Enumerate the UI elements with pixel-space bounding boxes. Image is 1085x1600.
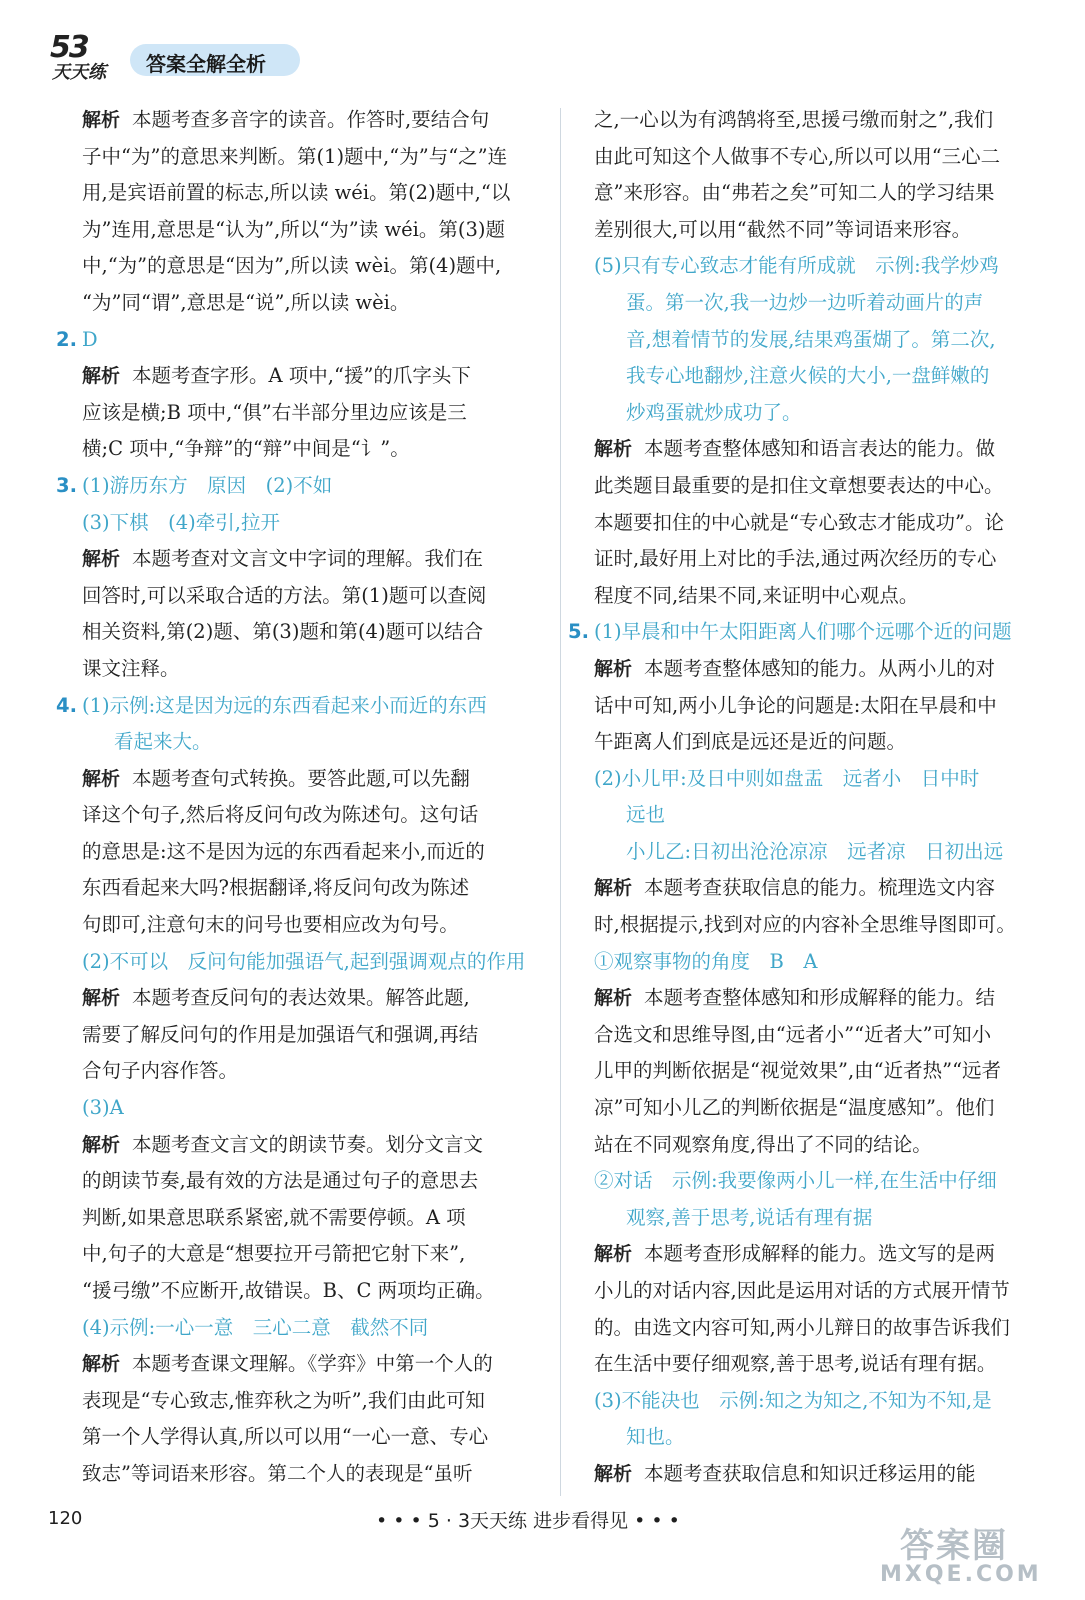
explanation-text: 由此可知这个人做事不专心,所以可以用“三心二: [594, 144, 1001, 168]
explanation-text: 用,是宾语前置的标志,所以读 wéi。第(2)题中,“以: [82, 181, 511, 205]
explanation-text: 的。由选文内容可知,两小儿辩日的故事告诉我们: [594, 1315, 1010, 1339]
text-line: [82, 797, 534, 834]
explanation-text: 儿甲的判断依据是“视觉效果”,由“近者热”“远者: [594, 1059, 1002, 1083]
explanation-text: 本题考查整体感知和形成解释的能力。结: [644, 986, 996, 1010]
analysis-label: 解析: [82, 767, 121, 790]
analysis-label: 解析: [82, 1353, 121, 1376]
text-line: [82, 102, 534, 139]
text-line: [594, 578, 1052, 615]
text-line: [594, 797, 1052, 834]
right-column: [568, 102, 1052, 1493]
text-line: [82, 614, 534, 651]
explanation-text: 凉”可知小儿乙的判断依据是“温度感知”。他们: [594, 1096, 995, 1120]
page-header: [48, 32, 348, 88]
answer-text: (1)早晨和中午太阳距离人们哪个远哪个近的问题: [594, 620, 1012, 644]
text-line: [594, 761, 1052, 798]
analysis-label: 解析: [82, 548, 121, 571]
text-line: [594, 688, 1052, 725]
explanation-text: 本题考查形成解释的能力。选文写的是两: [644, 1242, 996, 1266]
text-line: [82, 870, 534, 907]
explanation-text: 子中“为”的意思来判断。第(1)题中,“为”与“之”连: [82, 144, 508, 168]
text-line: [82, 139, 534, 176]
text-line: [594, 1419, 1052, 1456]
explanation-text: 东西看起来大吗?根据翻译,将反问句改为陈述: [82, 876, 470, 900]
text-line: [594, 651, 1052, 688]
answer-text: 看起来大。: [114, 730, 212, 754]
watermark-text: 答案圈: [900, 1526, 1008, 1566]
left-column: [56, 102, 534, 1493]
brand-logo: [48, 32, 130, 84]
text-line: [594, 1273, 1052, 1310]
answer-text: 观察,善于思考,说话有理有据: [626, 1205, 873, 1229]
text-line: [594, 285, 1052, 322]
explanation-text: “援弓缴”不应断开,故错误。B、C 两项均正确。: [82, 1279, 495, 1302]
text-line: [594, 1200, 1052, 1237]
text-line: [82, 651, 534, 688]
text-line: [82, 358, 534, 395]
text-line: [82, 1053, 534, 1090]
explanation-text: 话中可知,两小儿争论的问题是:太阳在早晨和中: [594, 693, 997, 717]
answer-text: (4)示例:一心一意 三心二意 截然不同: [82, 1315, 429, 1339]
text-line: [82, 1383, 534, 1420]
explanation-text: 的朗读节奏,最有效的方法是通过句子的意思去: [82, 1169, 479, 1193]
text-line: [594, 1053, 1052, 1090]
explanation-text: 时,根据提示,找到对应的内容补全思维导图即可。: [594, 913, 1016, 937]
text-line: [82, 1163, 534, 1200]
text-line: [82, 175, 534, 212]
section-banner: [130, 44, 300, 76]
watermark-url: MXQE.COM: [880, 1562, 1042, 1587]
explanation-text: 回答时,可以采取合适的方法。第(1)题可以查阅: [82, 583, 487, 607]
text-line: [82, 395, 534, 432]
explanation-text: 中,“为”的意思是“因为”,所以读 wèi。第(4)题中,: [82, 254, 502, 278]
text-line: [594, 1456, 1052, 1493]
answer-text: 蛋。第一次,我一边炒一边听着动画片的声: [626, 290, 984, 314]
explanation-text: 中,句子的大意是“想要拉开弓箭把它射下来”,: [82, 1242, 466, 1266]
explanation-text: 差别很大,可以用“截然不同”等词语来形容。: [594, 217, 972, 241]
explanation-text: 表现是“专心致志,惟弈秋之为听”,我们由此可知: [82, 1388, 485, 1412]
text-line: [594, 541, 1052, 578]
watermark-logo: [880, 1522, 1070, 1592]
analysis-label: 解析: [594, 438, 633, 461]
explanation-text: 合句子内容作答。: [82, 1059, 239, 1083]
explanation-text: 应该是横;B 项中,“俱”右半部分里边应该是三: [82, 400, 467, 424]
question-number: 2.: [56, 327, 77, 351]
text-line: [82, 834, 534, 871]
explanation-text: 本题考查获取信息的能力。梳理选文内容: [644, 876, 996, 900]
explanation-text: 本题考查反问句的表达效果。解答此题,: [132, 986, 470, 1010]
explanation-text: 本题考查获取信息和知识迁移运用的能: [644, 1461, 976, 1485]
explanation-text: 意”来形容。由“弗若之矣”可知二人的学习结果: [594, 181, 995, 205]
text-line: [594, 1310, 1052, 1347]
explanation-text: 合选文和思维导图,由“远者小”“近者大”可知小: [594, 1022, 992, 1046]
text-line: [594, 1383, 1052, 1420]
answer-text: 我专心地翻炒,注意火候的大小,一盘鲜嫩的: [626, 364, 990, 388]
analysis-label: 解析: [594, 1462, 633, 1485]
explanation-text: 本题考查整体感知和语言表达的能力。做: [644, 437, 996, 461]
analysis-label: 解析: [82, 109, 121, 131]
text-line: [594, 102, 1052, 139]
text-line: [82, 1236, 534, 1273]
explanation-text: 相关资料,第(2)题、第(3)题和第(4)题可以结合: [82, 620, 484, 644]
text-line: [568, 614, 1052, 651]
answer-text: 远也: [626, 803, 666, 827]
text-line: [594, 505, 1052, 542]
text-line: [594, 1346, 1052, 1383]
text-line: [82, 1310, 534, 1347]
text-line: [82, 541, 534, 578]
answer-text: (3)下棋 (4)牵引,拉开: [82, 510, 280, 534]
text-line: [594, 1090, 1052, 1127]
text-line: [82, 1419, 534, 1456]
text-line: [594, 248, 1052, 285]
text-line: [594, 358, 1052, 395]
explanation-text: 本题要扣住的中心就是“专心致志才能成功”。论: [594, 510, 1004, 534]
text-line: [82, 248, 534, 285]
text-line: [82, 1090, 534, 1127]
text-line: [594, 468, 1052, 505]
text-line: [594, 139, 1052, 176]
explanation-text: 第一个人学得认真,所以可以用“一心一意、专心: [82, 1425, 489, 1449]
text-line: [82, 1017, 534, 1054]
explanation-text: 站在不同观察角度,得出了不同的结论。: [594, 1132, 932, 1156]
text-line: [82, 724, 534, 761]
explanation-text: 致志”等词语来形容。第二个人的表现是“虽听: [82, 1461, 473, 1485]
text-line: [594, 212, 1052, 249]
text-line: [82, 944, 534, 981]
explanation-text: 横;C 项中,“争辩”的“辩”中间是“讠”。: [82, 437, 410, 461]
text-line: [82, 578, 534, 615]
text-line: [82, 1127, 534, 1164]
text-line: [594, 870, 1052, 907]
explanation-text: 本题考查文言文的朗读节奏。划分文言文: [132, 1132, 484, 1156]
explanation-text: 本题考查字形。A 项中,“援”的爪字头下: [132, 364, 471, 388]
text-line: [82, 1273, 534, 1310]
footer-slogan: • • • 5 · 3天天练 进步看得见 • • •: [376, 1510, 680, 1532]
answer-text: 小儿乙:日初出沧沧凉凉 远者凉 日初出远: [626, 839, 1004, 863]
explanation-text: 判断,如果意思联系紧密,就不需要停顿。A 项: [82, 1205, 466, 1229]
analysis-label: 解析: [594, 1243, 633, 1266]
explanation-text: 的意思是:这不是因为远的东西看起来小,而近的: [82, 839, 485, 863]
text-line: [82, 1456, 534, 1493]
explanation-text: 译这个句子,然后将反问句改为陈述句。这句话: [82, 803, 479, 827]
text-line: [594, 980, 1052, 1017]
answer-text: 炒鸡蛋就炒成功了。: [626, 400, 802, 424]
answer-text: 知也。: [626, 1425, 685, 1449]
explanation-text: 需要了解反问句的作用是加强语气和强调,再结: [82, 1022, 479, 1046]
analysis-label: 解析: [594, 877, 633, 900]
question-number: 5.: [568, 620, 589, 644]
answer-text: (1)游历东方 原因 (2)不如: [82, 473, 333, 497]
explanation-text: 本题考查课文理解。《学弈》中第一个人的: [132, 1352, 493, 1376]
explanation-text: 句即可,注意句末的问号也要相应改为句号。: [82, 913, 459, 937]
answer-text: (5)只有专心致志才能有所成就 示例:我学炒鸡: [594, 254, 999, 278]
answer-text: D: [82, 327, 98, 351]
explanation-text: 本题考查句式转换。要答此题,可以先翻: [132, 766, 470, 790]
explanation-text: 在生活中要仔细观察,善于思考,说话有理有据。: [594, 1352, 997, 1376]
explanation-text: 为”连用,意思是“认为”,所以“为”读 wéi。第(3)题: [82, 217, 506, 241]
banner-title: 答案全解全析: [146, 52, 266, 76]
answer-text: (3)A: [82, 1096, 124, 1120]
text-line: [82, 505, 534, 542]
analysis-label: 解析: [594, 987, 633, 1010]
page-number: 120: [48, 1508, 83, 1529]
explanation-text: 程度不同,结果不同,来证明中心观点。: [594, 583, 919, 607]
text-line: [594, 1017, 1052, 1054]
text-line: [594, 175, 1052, 212]
logo-text: 天天练: [52, 62, 106, 83]
analysis-label: 解析: [82, 987, 121, 1010]
answer-text: (1)示例:这是因为远的东西看起来小而近的东西: [82, 693, 487, 717]
answer-text: ②对话 示例:我要像两小儿一样,在生活中仔细: [594, 1169, 997, 1193]
explanation-text: 之,一心以为有鸿鹄将至,思援弓缴而射之”,我们: [594, 108, 994, 131]
text-line: [594, 431, 1052, 468]
text-line: [56, 688, 534, 725]
column-divider: [560, 108, 561, 1496]
text-line: [82, 980, 534, 1017]
text-line: [594, 395, 1052, 432]
logo-number: 53: [50, 30, 88, 65]
answer-text: 音,想着情节的发展,结果鸡蛋煳了。第二次,: [626, 327, 996, 351]
text-line: [82, 1346, 534, 1383]
explanation-text: 本题考查多音字的读音。作答时,要结合句: [132, 108, 490, 131]
text-line: [82, 285, 534, 322]
text-line: [594, 1236, 1052, 1273]
text-line: [56, 322, 534, 359]
text-line: [594, 1127, 1052, 1164]
text-line: [594, 1163, 1052, 1200]
text-line: [56, 468, 534, 505]
text-line: [82, 431, 534, 468]
question-number: 4.: [56, 693, 77, 717]
answer-text: (2)小儿甲:及日中则如盘盂 远者小 日中时: [594, 766, 980, 790]
text-line: [594, 907, 1052, 944]
explanation-text: 本题考查对文言文中字词的理解。我们在: [132, 547, 484, 571]
text-line: [82, 761, 534, 798]
explanation-text: 小儿的对话内容,因此是运用对话的方式展开情节: [594, 1279, 1010, 1302]
analysis-label: 解析: [82, 365, 121, 388]
question-number: 3.: [56, 473, 77, 497]
explanation-text: “为”同“谓”,意思是“说”,所以读 wèi。: [82, 290, 410, 314]
answer-text: ①观察事物的角度 B A: [594, 949, 818, 973]
text-line: [594, 724, 1052, 761]
explanation-text: 课文注释。: [82, 656, 180, 680]
text-line: [594, 322, 1052, 359]
explanation-text: 本题考查整体感知的能力。从两小儿的对: [644, 656, 996, 680]
text-line: [594, 944, 1052, 981]
explanation-text: 此类题目最重要的是扣住文章想要表达的中心。: [594, 473, 1004, 497]
answer-text: (2)不可以 反问句能加强语气,起到强调观点的作用: [82, 949, 526, 973]
text-line: [82, 907, 534, 944]
analysis-label: 解析: [82, 1133, 121, 1156]
text-line: [594, 834, 1052, 871]
explanation-text: 午距离人们到底是远还是近的问题。: [594, 730, 907, 754]
text-line: [82, 212, 534, 249]
answer-text: (3)不能决也 示例:知之为知之,不知为不知,是: [594, 1388, 992, 1412]
explanation-text: 证时,最好用上对比的手法,通过两次经历的专心: [594, 547, 997, 571]
text-line: [82, 1200, 534, 1237]
analysis-label: 解析: [594, 657, 633, 680]
